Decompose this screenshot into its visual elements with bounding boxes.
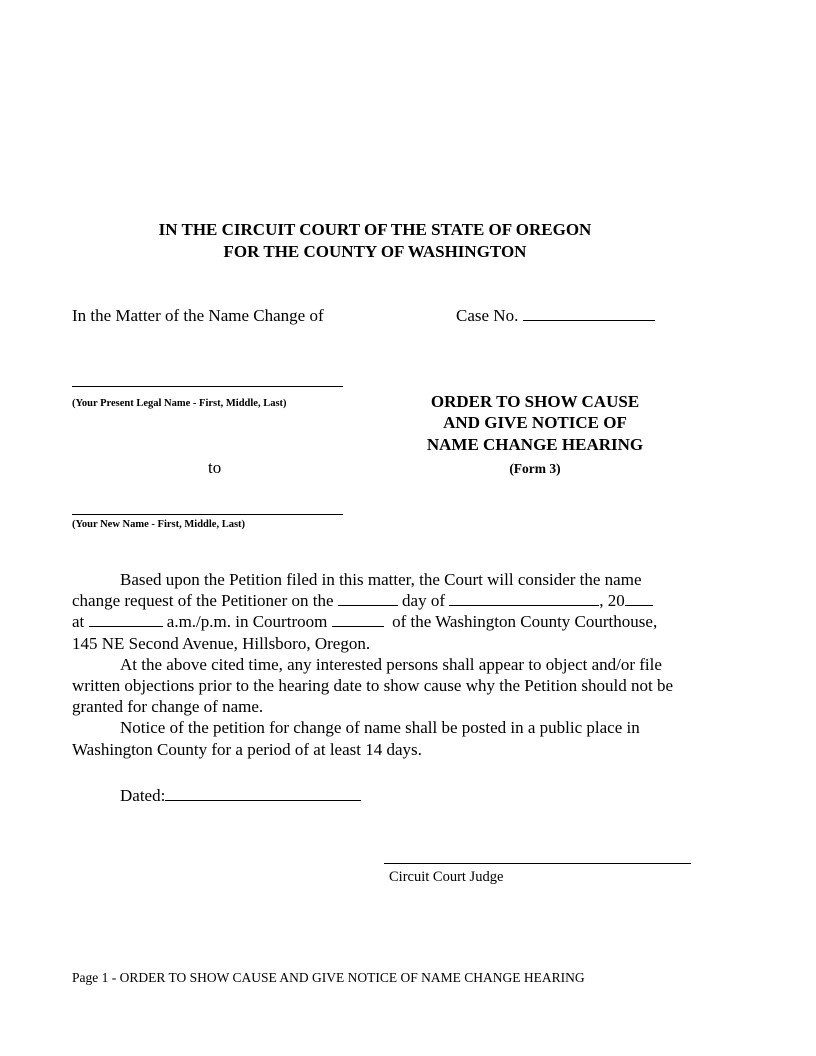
page-footer: Page 1 - ORDER TO SHOW CAUSE AND GIVE NOTICE OF NAME CHANGE HEARING: [72, 970, 585, 985]
body-line: Notice of the petition for change of name shall be posted in a public place in: [120, 718, 640, 738]
body-text: , 20: [599, 591, 625, 611]
body-line: Washington County for a period of at least 14 days.: [72, 739, 422, 759]
dated-field: [120, 785, 361, 806]
doc-title-line3: NAME CHANGE HEARING: [426, 435, 644, 454]
courtroom-blank: [332, 611, 384, 627]
body-line: 145 NE Second Avenue, Hillsboro, Oregon.: [72, 633, 371, 653]
case-no-blank: [523, 305, 655, 321]
order-body: [72, 569, 744, 760]
body-text: day of: [402, 591, 445, 611]
case-no-label: Case No.: [456, 306, 519, 325]
body-text: a.m./p.m. in Courtroom: [166, 612, 328, 632]
month-blank: [449, 590, 599, 606]
body-text: change request of the Petitioner on the: [72, 591, 334, 611]
case-no-field: [456, 305, 655, 326]
doc-title-line2: AND GIVE NOTICE OF: [443, 413, 627, 432]
dated-blank: [165, 785, 361, 801]
form-number: (Form 3): [509, 461, 561, 476]
body-line: granted for change of name.: [72, 697, 264, 717]
to-label: to: [208, 458, 222, 477]
new-name-line: [72, 514, 343, 515]
day-blank: [338, 590, 398, 606]
present-name-line: [72, 386, 343, 387]
court-name-line2: FOR THE COUNTY OF WASHINGTON: [223, 242, 527, 261]
doc-title-line1: ORDER TO SHOW CAUSE: [430, 392, 640, 411]
court-name-line1: IN THE CIRCUIT COURT OF THE STATE OF OREGON: [158, 220, 592, 239]
body-line: At the above cited time, any interested persons shall appear to object and/or file: [120, 654, 662, 674]
matter-label: In the Matter of the Name Change of: [72, 306, 324, 325]
body-line: Based upon the Petition filed in this matter, the Court will consider the name: [120, 570, 642, 589]
new-name-label: (Your New Name - First, Middle, Last): [72, 519, 246, 530]
judge-signature-line: [384, 863, 691, 864]
dated-label: Dated:: [120, 786, 166, 805]
judge-label: Circuit Court Judge: [389, 869, 504, 885]
body-line: [72, 590, 744, 611]
present-name-label: (Your Present Legal Name - First, Middle, Last): [72, 398, 287, 409]
body-line: [72, 611, 744, 632]
body-text: of the Washington County Courthouse,: [392, 612, 658, 632]
body-line: written objections prior to the hearing date to show cause why the Petition should not be: [72, 676, 674, 696]
year-blank: [625, 590, 653, 606]
time-blank: [89, 611, 163, 627]
body-text: at: [72, 612, 85, 632]
